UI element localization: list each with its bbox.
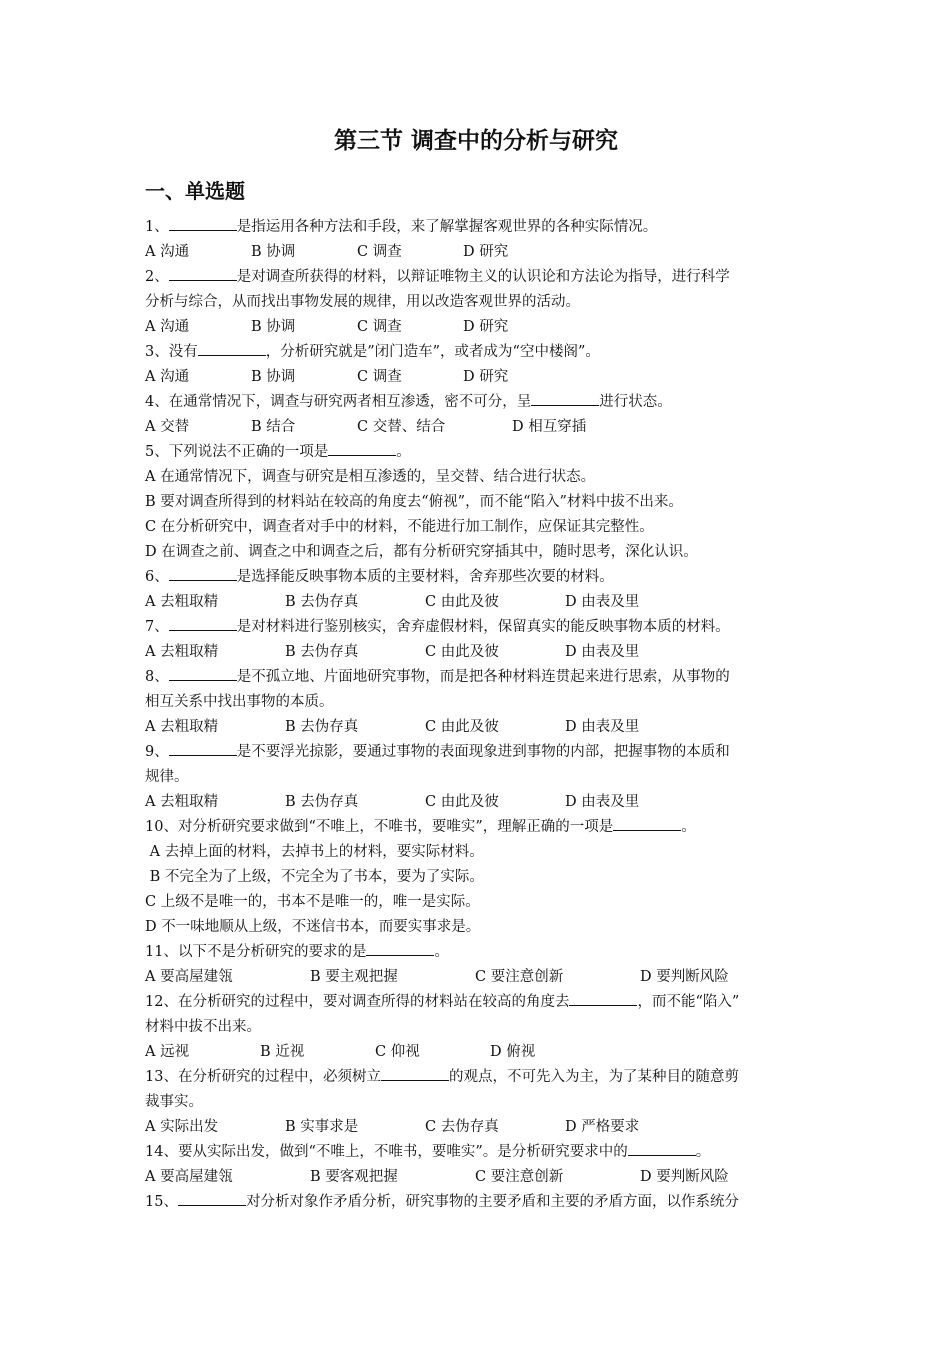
question-8-continued: 相互关系中找出事物的本质。 — [145, 694, 334, 710]
option-c: C 由此及彼 — [425, 594, 499, 610]
option-a: A 沟通 — [145, 369, 190, 385]
answer-blank[interactable] — [628, 1154, 696, 1156]
option-a: A 远视 — [145, 1044, 190, 1060]
question-5: 5、下列说法不正确的一项是 。 — [145, 444, 411, 460]
answer-blank[interactable] — [613, 829, 681, 831]
option-d: D 研究 — [463, 369, 509, 385]
question-9: 9、 是不要浮光掠影，要通过事物的表面现象进到事物的内部，把握事物的本质和 — [145, 744, 730, 760]
option-b: B 要对调查所得到的材料站在较高的角度去“俯视”，而不能“陷入”材料中拔不出来。 — [145, 494, 683, 510]
options-14 — [145, 1165, 825, 1190]
option-c: C 由此及彼 — [425, 719, 499, 735]
section-heading: 一、单选题 — [145, 179, 245, 203]
question-14: 14、要从实际出发，做到“不唯上，不唯书，要唯实”。是分析研究要求中的 。 — [145, 1144, 711, 1160]
option-a: A 要高屋建瓴 — [145, 969, 233, 985]
options-7 — [145, 640, 825, 665]
question-4: 4、在通常情况下，调查与研究两者相互渗透，密不可分，呈 进行状态。 — [145, 394, 672, 410]
option-a: A 去粗取精 — [145, 719, 219, 735]
option-d: D 要判断风险 — [640, 1169, 729, 1185]
option-a: A 要高屋建瓴 — [145, 1169, 233, 1185]
option-d: D 不一味地顺从上级，不迷信书本，而要实事求是。 — [145, 919, 481, 935]
option-d: D 在调查之前、调查之中和调查之后，都有分析研究穿插其中，随时思考，深化认识。 — [145, 544, 698, 560]
options-4 — [145, 415, 825, 440]
options-3 — [145, 365, 825, 390]
option-c: C 由此及彼 — [425, 794, 499, 810]
option-d: D 相互穿插 — [512, 419, 587, 435]
options-1 — [145, 240, 825, 265]
option-a: A 去粗取精 — [145, 594, 219, 610]
option-c: C 在分析研究中，调查者对手中的材料，不能进行加工制作，应保证其完整性。 — [145, 519, 654, 535]
answer-blank[interactable] — [169, 579, 237, 581]
options-12 — [145, 1040, 825, 1065]
question-1: 1、 是指运用各种方法和手段，来了解掌握客观世界的各种实际情况。 — [145, 219, 658, 235]
option-d: D 严格要求 — [565, 1119, 640, 1135]
option-b: B 协调 — [251, 369, 296, 385]
option-a: A 去粗取精 — [145, 794, 219, 810]
options-9 — [145, 790, 825, 815]
question-list — [145, 215, 825, 1215]
answer-blank[interactable] — [178, 1204, 246, 1206]
question-7: 7、 是对材料进行鉴别核实，舍弃虚假材料，保留真实的能反映事物本质的材料。 — [145, 619, 730, 635]
options-11 — [145, 965, 825, 990]
option-b: B 去伪存真 — [285, 644, 359, 660]
answer-blank[interactable] — [569, 1004, 637, 1006]
option-b: B 去伪存真 — [285, 594, 359, 610]
answer-blank[interactable] — [169, 229, 237, 231]
option-c: C 去伪存真 — [425, 1119, 499, 1135]
options-6 — [145, 590, 825, 615]
question-12: 12、在分析研究的过程中，要对调查所得的材料站在较高的角度去 ，而不能“陷入” — [145, 994, 740, 1010]
option-a: A 交替 — [145, 419, 190, 435]
question-2-continued: 分析与综合，从而找出事物发展的规律，用以改造客观世界的活动。 — [145, 294, 580, 310]
option-a: A 实际出发 — [145, 1119, 219, 1135]
options-2 — [145, 315, 825, 340]
question-15: 15、 对分析对象作矛盾分析，研究事物的主要矛盾和主要的矛盾方面，以作系统分 — [145, 1194, 739, 1210]
option-b: B 协调 — [251, 319, 296, 335]
option-a: A 去粗取精 — [145, 644, 219, 660]
answer-blank[interactable] — [366, 954, 434, 956]
option-d: D 由表及里 — [565, 594, 640, 610]
options-13 — [145, 1115, 825, 1140]
option-c: C 仰视 — [375, 1044, 420, 1060]
question-3: 3、没有 ，分析研究就是”闭门造车”，或者成为“空中楼阁”。 — [145, 344, 600, 360]
answer-blank[interactable] — [169, 279, 237, 281]
option-b: B 实事求是 — [285, 1119, 359, 1135]
option-d: D 研究 — [463, 319, 509, 335]
option-c: C 上级不是唯一的，书本不是唯一的，唯一是实际。 — [145, 894, 480, 910]
option-d: D 俯视 — [490, 1044, 536, 1060]
option-c: C 要注意创新 — [475, 969, 564, 985]
option-b: B 不完全为了上级，不完全为了书本，要为了实际。 — [145, 869, 484, 885]
question-12-continued: 材料中拔不出来。 — [145, 1019, 261, 1035]
page-title: 第三节 调查中的分析与研究 — [333, 128, 618, 154]
option-b: B 去伪存真 — [285, 794, 359, 810]
option-c: C 由此及彼 — [425, 644, 499, 660]
option-c: C 调查 — [357, 369, 402, 385]
option-a: A 去掉上面的材料，去掉书上的材料，要实际材料。 — [145, 844, 484, 860]
option-d: D 要判断风险 — [640, 969, 729, 985]
option-b: B 要主观把握 — [310, 969, 398, 985]
option-c: C 调查 — [357, 244, 402, 260]
question-13: 13、在分析研究的过程中，必须树立 的观点，不可先入为主，为了某种目的随意剪 — [145, 1069, 739, 1085]
option-b: B 近视 — [260, 1044, 305, 1060]
option-c: C 调查 — [357, 319, 402, 335]
question-10: 10、对分析研究要求做到“不唯上，不唯书，要唯实”，理解正确的一项是 。 — [145, 819, 696, 835]
option-a: A 沟通 — [145, 244, 190, 260]
option-b: B 要客观把握 — [310, 1169, 398, 1185]
answer-blank[interactable] — [531, 404, 599, 406]
option-a: A 在通常情况下，调查与研究是相互渗透的，呈交替、结合进行状态。 — [145, 469, 596, 485]
answer-blank[interactable] — [381, 1079, 449, 1081]
option-d: D 由表及里 — [565, 719, 640, 735]
answer-blank[interactable] — [169, 629, 237, 631]
answer-blank[interactable] — [328, 454, 396, 456]
option-b: B 协调 — [251, 244, 296, 260]
question-9-continued: 规律。 — [145, 769, 189, 785]
option-d: D 由表及里 — [565, 794, 640, 810]
question-11: 11、以下不是分析研究的要求的是 。 — [145, 944, 449, 960]
answer-blank[interactable] — [169, 754, 237, 756]
question-2: 2、 是对调查所获得的材料，以辩证唯物主义的认识论和方法论为指导，进行科学 — [145, 269, 730, 285]
option-d: D 由表及里 — [565, 644, 640, 660]
question-13-continued: 裁事实。 — [145, 1094, 203, 1110]
option-d: D 研究 — [463, 244, 509, 260]
option-b: B 结合 — [251, 419, 296, 435]
question-6: 6、 是选择能反映事物本质的主要材料，舍弃那些次要的材料。 — [145, 569, 614, 585]
answer-blank[interactable] — [169, 679, 237, 681]
option-c: C 要注意创新 — [475, 1169, 564, 1185]
option-b: B 去伪存真 — [285, 719, 359, 735]
option-a: A 沟通 — [145, 319, 190, 335]
option-c: C 交替、结合 — [357, 419, 446, 435]
answer-blank[interactable] — [198, 354, 266, 356]
options-8 — [145, 715, 825, 740]
question-8: 8、 是不孤立地、片面地研究事物，而是把各种材料连贯起来进行思索，从事物的 — [145, 669, 730, 685]
